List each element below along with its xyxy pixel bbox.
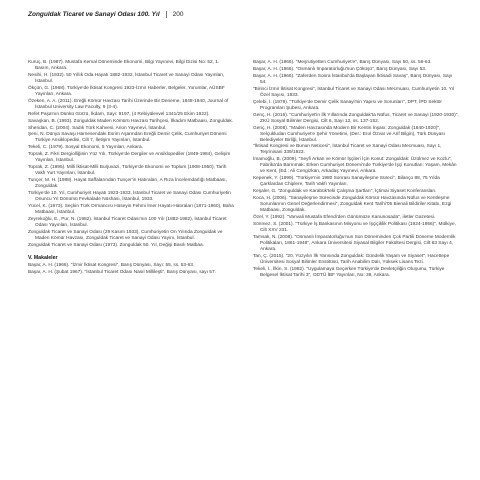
left-article-list xyxy=(28,263,234,276)
reference-entry: Tekeli, C. (1979). Sosyal Ekonomi, 5 Yayınları, Ankara. xyxy=(28,145,143,151)
reference-entry: Başar, A. H. (Şubat 1967). "İstanbul Ticaret Odası Nasıl Millileşti", Barış Dünyası, sayı 57. xyxy=(28,270,216,276)
reference-entry: Tunçer, M. H. (1988). Hayat Saffalarından Tunçer'in Hatıraları, A Rıza İncelemdarlığı Matbaası, Zonguldak. xyxy=(28,178,227,190)
reference-entry: Kuruç, B. (1987). Mustafa Kemal Döneminde Ekonomi, Bilgi Yayınevi, Bilgi Dizisi No: 52, 1. Basım, Ankara. xyxy=(28,60,220,72)
reference-entry: Refet Paşa'nın Dünkü Gürzü, İkdam, Sayı: 9197, (4 Rebiyülevvel 1341/25 Ekim 1922). xyxy=(28,111,210,117)
left-column xyxy=(28,60,234,277)
reference-entry: Zonguldak Ticaret ve Sanayi Odası (29 Kasım 1933), Cumhuriyetin On Yılında Zonguldak ve Maden Kömür Havzası, Zonguldak Ticaret ve Sanayi Odası Yayını, İstanbul. xyxy=(28,229,223,241)
reference-entry: Başar, A. H. (1966). "İzmir İktisat Kongresi", Barış Dünyası, Sayı: 55, ss. 53-63. xyxy=(28,263,195,269)
reference-entry: Savaşkan, B. (1993). Zonguldak Maden Kömürü Havzası Tarihçesi, İlkadım Matbaası, Zonguldak. xyxy=(28,118,234,124)
reference-entry: Zeyrekoğlu, E., Pur, N. (1982). İstanbul Ticaret Odası'nın 100 Yılı (1882-1982), İstanbul Ticaret Odası Yayınları, İstanbul. xyxy=(28,216,227,228)
reference-entry: Toprak, Z. (1995). Milli İktisat-Milli Burjuvazi, Türkiye'de Ekonomi ve Toplum (1908-1950), Tarih Vakfı Yurt Yayınları, İstanbul. xyxy=(28,165,227,177)
page-header xyxy=(28,9,183,19)
reference-entry: Başar, A. H. (1966). "Zaferden Sonra İstanbul'da Başlayan İktisadi Savaş", Barış Dünyası, Sayı 54. xyxy=(253,73,453,85)
running-title: Zonguldak Ticaret ve Sanayi Odası 100. Yıl xyxy=(28,10,160,18)
reference-entry: Tamsak, N. (2008). "Osmanlı İmparatorluğu'nun Son Döneminden Çok Partili Döneme Modernlik Politikaları, 1861-1948", Ankara Üniversitesi Siyasal Bilgiler Fakültesi Dergisi, Cilt 63 Sayı 4, Ankara. xyxy=(253,234,456,252)
reference-entry: Zonguldak Ticaret ve Sanayi Odası (1973). Zonguldak 50. Yıl, Değişi Basılı Matbaa. xyxy=(28,242,205,248)
reference-entry: Genç, H. (2016). "Cumhuriyet'in İlk Yıllarında Zonguldak'ta Nüfus, Ticaret ve Sanayi (1920-1930)", ZKÜ Sosyal Bilimler Dergisi, Cilt 6, Sayı 12, ss. 137-152. xyxy=(253,112,459,124)
reference-entry: "İktisad Kongresi ve Bunun Neticesi", İstanbul Ticaret ve Sanayi Odası Mecmuası, Sayı 1, Teşrinisani 339/1923. xyxy=(253,144,442,156)
section-heading-makaleler: V. Makaleler xyxy=(28,254,58,261)
reference-entry: Tan, Ç. (2015). "20. Yüzyılın İlk Yarısında Zonguldak: Gündelik Yaşam ve Siyaset", Hacettepe Üniversitesi Sosyal Bilimler Enstitüsü, Tarih Anabilim Dalı, Yüksek Lisans Tezi. xyxy=(253,253,450,265)
page-number: 200 xyxy=(166,11,184,18)
reference-entry: Sönmez, S. (2001). "Türkiye İş Bankasının Misyonu ve İşçiçiklik Politikası (1924-1956)", Mülkiye, Cilt XXV 231. xyxy=(253,221,456,233)
right-column xyxy=(253,60,459,280)
reference-entry: Koca, H. (2006). "Sanayileşme Sürecinde Zonguldak Kömür Havzasında Nüfus ve Kentleşme Sorunlarının Genel Değerlendirmesi", Zonguldak Kent Tarihi'05 Bienali Bildiriler Kitabı, Ezgi Matbaası, Zonguldak. xyxy=(253,196,452,214)
reference-entry: Keşaler, G. "Zonguldak ve Karabük'teki Çalışma Şartları", İçtimai Siyaset Konferansları. xyxy=(253,189,437,195)
reference-entry: Kepenek, Y. (1999). "Türkiye'nin 1980 Sonrası Sanayileşme Süreci", Bilanço 88, 75 Yılda Çarklardan Chiplere, Tarih Vakfı Yayınları. xyxy=(253,176,440,188)
reference-entry: Toprak, Z. Fikri Dergiolliğinin Yüz Yılı, Türkiye'de Dergiler ve Ansiklopediler (1849-1984), Gelişim Yayınları, İstanbul. xyxy=(28,152,231,164)
reference-entry: Başar, A. H. (1966). "Meşrutiyetten Cumhuriyet'e", Barış Dünyası, Sayı 50, ss. 56-63. xyxy=(253,60,432,65)
left-reference-list xyxy=(28,60,234,249)
reference-entry: Başar, A. H. (1966). "Osmanlı İmparatorluğu'nun Çöküşü", Barış Dünyası, Sayı 53. xyxy=(253,66,427,72)
reference-entry: Türkiye'de 10. Yıl, Cumhuriyet Hayatı 1923-1933, İstanbul Ticaret ve Sanayi Odası Cumhuriyetin Onuncu Yıl Dönümü Fevkalade Nüshası, İstanbul, 1933. xyxy=(28,191,231,203)
reference-entry: "Birinci İzmir İktisat Kongresi", İstanbul Ticaret ve Sanayi Odası Mecmuası, Cumhuriyetin 10. Yıl Özel Sayısı, 1933. xyxy=(253,86,455,98)
reference-entry: Çelebi, İ. (1979). "Türkiye'de Demir Çelik Sanayi'nin Yapısı ve Sorunları", DPT, İPD Sektör Programları Şubesi, Ankara. xyxy=(253,99,443,111)
reference-entry: Nesihi, H. (1932). 50 Yıllık Oda Hayatı 1882-1932, İstanbul Ticaret ve Sanayi Odası Yayınları, İstanbul. xyxy=(28,72,225,84)
right-reference-list xyxy=(253,60,459,279)
reference-entry: İmamoğlu, B. (2009). "Seyfi Arkan ve Kömür İşçileri İçin Konut: Zonguldak: Üzülmez ve Kozlu", Fabrika'da Barınmak: Erken Cumhuriyet Dönemi'nde Türkiye'de İşçi Konutları: Yaşam, Mekân ve Kent, (Ed.: Ali Cengizkan, Arkadaş Yayınevi, Ankara. xyxy=(253,157,457,175)
reference-entry: Özel, Y. (1992). "Vanvali Mustafa Efendi'den Günümüze Kanunosada", iletler Gazetesi. xyxy=(253,215,436,221)
reference-entry: Genç, H. (2008). "Maden Havzasında Modern Bir Kentin İnşası: Zonguldak (1840-1920)", Selçukludan Cumhuriyet'e Şehir Yönetimi, (Der.: Erol Özvar ve Arif Bilgin), Türk Dünyası Belediyeler Birliği, İstanbul. xyxy=(253,125,445,143)
reference-entry: Ökçün, G. (1968). Türkiye'de İktisat Kongresi 1923-İzmir Haberler, Belgeler, Yorumlar, AÜSBF Yayınları, Ankara. xyxy=(28,85,225,97)
reference-entry: Şeni, N. Dünya Savaşı Harnesendaki Esrim Aşarından Ereğli Demir Çelik, Cumhuriyet Dönemi Türkiye Ansiklopedisi, Cilt 7, İletişim Yayınları, İstanbul. xyxy=(28,132,227,144)
reference-entry: Özeken, A. A. (2011). Ereğli Kömür Havzası Tarihi Üzerinde Bir Deneme, 1848-1940, Journal of İstanbul University Law Faculty, 9 (3-4). xyxy=(28,98,229,110)
reference-entry: Yücel, K. (1973). Seçkin Türk Ormancısı Hüseyin Fehmi İmer Hayatı-Hatıraları (1871-1960), Baha Matbaası, İstanbul. xyxy=(28,203,234,215)
reference-entry: Sheridan, C. (2004). Sadık Türk Kahvesi, Arion Yayınevi, İstanbul. xyxy=(28,125,167,131)
reference-entry: Tekeli, İ., İlkin, S. (1982). "Uygulamaya Geçerken Türkiye'de Devletçiliğin Oluşumu, Türkiye Belgesel İktisat Tarihi 3", ODTÜ İBF Yayınları, No: 39, Ankara. xyxy=(253,266,445,278)
